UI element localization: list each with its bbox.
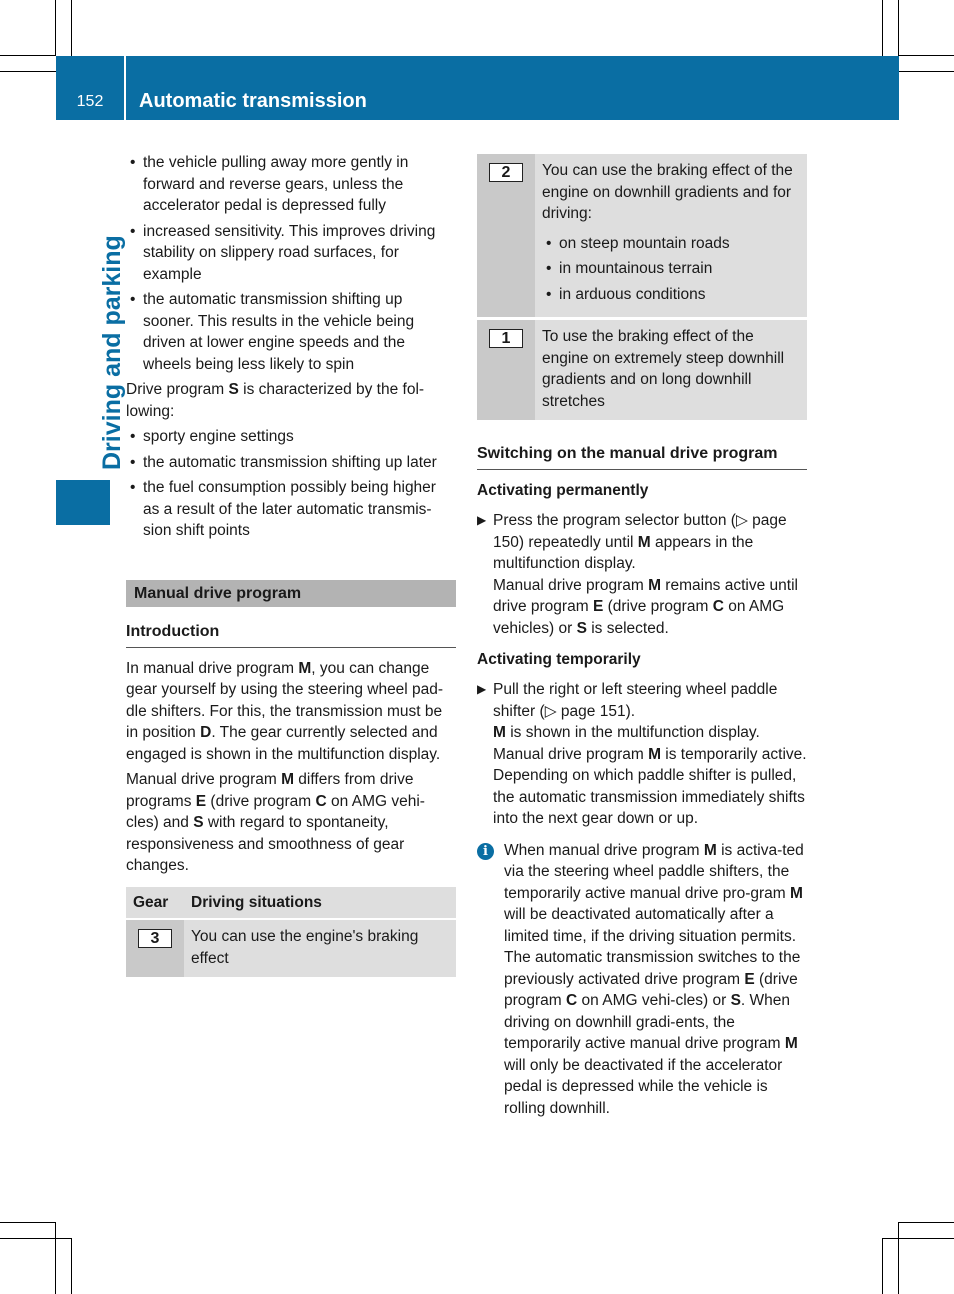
section-heading: Switching on the manual drive program (477, 443, 807, 470)
list-item: • the fuel consumption possibly being higher as a result of the later automatic transmis-sion shift points (126, 477, 456, 542)
gear-cell (477, 154, 535, 319)
step-arrow-icon: ▶ (477, 682, 487, 696)
gear-table-continued (477, 154, 807, 423)
paragraph: Manual drive program M differs from drive programs E (drive program C on AMG vehi-cles) and S with regard to spontaneity, responsiveness and smoothness of gear changes. (126, 771, 425, 874)
situation-cell (535, 154, 807, 319)
info-text: When manual drive program M is activa-ted via the steering wheel paddle shifters, the temporarily active manual drive pro-gram M will be deactivated automatically after a limited time, if the driving situation permits. The automatic transmission switches to the previously activated drive program E (drive program C on AMG vehi-cles) or S. When driving on downhill gradi-ents, the temporarily active manual drive program M will only be deactivated if the accelerator pedal is depressed while the vehicle is rolling downhill. (504, 841, 804, 1117)
step-arrow-icon: ▶ (477, 513, 487, 527)
crop-mark (898, 1222, 899, 1294)
info-icon: i (477, 843, 494, 860)
crop-mark (0, 55, 56, 56)
crop-mark (882, 1238, 954, 1239)
crop-mark (898, 71, 954, 72)
list-item: • in arduous conditions (542, 284, 800, 306)
column-header-situations: Driving situations (184, 887, 456, 920)
bullet-list (542, 233, 800, 306)
paragraph: Drive program S is characterized by the fol-lowing: (126, 381, 425, 420)
crop-mark (55, 1222, 56, 1294)
step-result: M is shown in the multifunction display. (493, 724, 760, 741)
bullet-list (126, 426, 456, 542)
bullet-list (126, 152, 456, 375)
header-divider (124, 56, 126, 120)
crop-mark (71, 1238, 72, 1294)
crop-mark (882, 0, 883, 56)
page-reference-link[interactable]: ▷ page 150 (493, 512, 787, 551)
crop-mark (898, 55, 954, 56)
situation-cell: To use the braking effect of the engine on extremely steep downhill gradients and on long downhill stretches (535, 319, 807, 422)
subsection-heading: Activating temporarily (477, 651, 641, 668)
list-item: • the automatic transmission shifting up later (126, 452, 456, 474)
subsection-heading: Introduction (126, 621, 456, 648)
crop-mark (55, 0, 56, 56)
page-number: 152 (76, 93, 104, 110)
left-column (126, 152, 456, 977)
list-item: • in mountainous terrain (542, 258, 800, 280)
crop-mark (898, 1222, 954, 1223)
table-row (477, 319, 807, 422)
crop-mark (898, 0, 899, 56)
gear-symbol: 2 (489, 163, 523, 182)
page-reference-link[interactable]: ▷ page 151 (544, 702, 626, 720)
info-note (477, 840, 807, 1120)
right-column (477, 154, 807, 1119)
gear-cell (126, 919, 184, 977)
crop-mark (71, 0, 72, 56)
instruction-step: ▶ Press the program selector button (▷ page 150) repeatedly until M appears in the multifunction display. Manual drive program M remains active until drive program E (drive program C on AMG vehicles) or S is selected. (477, 510, 807, 639)
gear-table (126, 887, 456, 978)
chapter-tab-marker (56, 480, 110, 525)
crop-mark (0, 1222, 56, 1223)
list-item: • sporty engine settings (126, 426, 456, 448)
table-row (126, 919, 456, 977)
list-item: • increased sensitivity. This improves driving stability on slippery road surfaces, for example (126, 221, 456, 286)
gear-symbol: 1 (489, 329, 523, 348)
gear-cell (477, 319, 535, 422)
gear-symbol: 3 (138, 929, 172, 948)
step-result: Manual drive program M remains active until drive program E (drive program C on AMG vehicles) or S is selected. (493, 576, 798, 637)
chapter-title: Driving and parking (98, 235, 126, 470)
crop-mark (0, 71, 56, 72)
subsection-heading: Activating permanently (477, 482, 649, 499)
instruction-step: ▶ Pull the right or left steering wheel paddle shifter (▷ page 151). M is shown in the multifunction display. Manual drive program M is temporarily active. Depending on which paddle shifter is pulled, the automatic transmission immediately shifts into the next gear down or up. (477, 679, 807, 830)
list-item: • on steep mountain roads (542, 233, 800, 255)
column-header-gear: Gear (126, 887, 184, 920)
list-item: • the vehicle pulling away more gently in forward and reverse gears, unless the accelerator pedal is depressed fully (126, 152, 456, 217)
crop-mark (0, 1238, 72, 1239)
table-header-row (126, 887, 456, 920)
page-title: Automatic transmission (139, 90, 367, 112)
section-heading: Manual drive program (126, 580, 456, 607)
step-result: Manual drive program M is temporarily active. Depending on which paddle shifter is pulled, the automatic transmission immediately shifts into the next gear down or up. (493, 745, 807, 827)
crop-mark (882, 1238, 883, 1294)
table-row (477, 154, 807, 319)
situation-cell: You can use the engine's braking effect (184, 919, 456, 977)
situation-text: You can use the braking effect of the engine on downhill gradients and for driving: (542, 162, 793, 222)
list-item: • the automatic transmission shifting up sooner. This results in the vehicle being driven at lower engine speeds and the wheels being less likely to spin (126, 289, 456, 375)
paragraph: In manual drive program M, you can change gear yourself by using the steering wheel pad-dle shifters. For this, the transmission must be in position D. The gear currently selected and engaged is shown in the multifunction display. (126, 659, 444, 763)
